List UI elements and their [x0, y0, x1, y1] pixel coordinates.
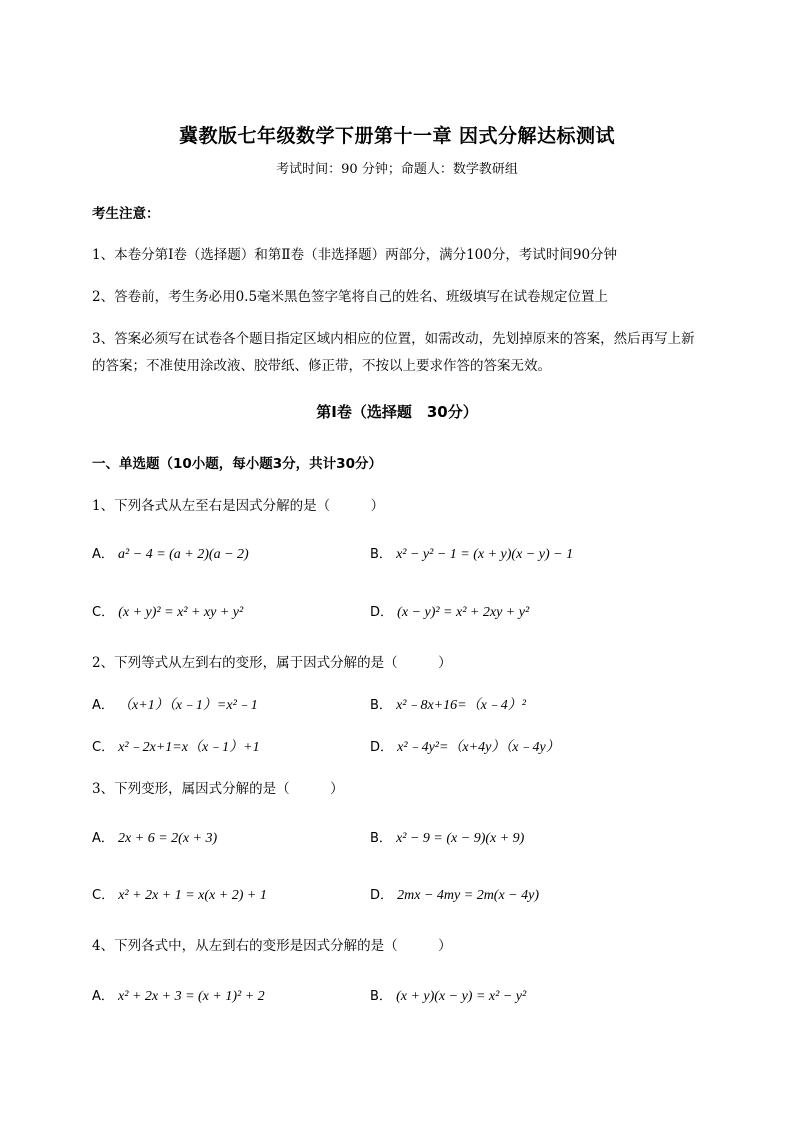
option-label: C．	[92, 888, 115, 903]
option-expression: x²﹣4y²=（x+4y）（x﹣4y）	[397, 740, 560, 755]
option-expression: 2mx − 4my = 2m(x − 4y)	[397, 888, 540, 903]
option-expression: x² − y² − 1 = (x + y)(x − y) − 1	[396, 547, 574, 562]
question-3-option-d[interactable]	[370, 884, 539, 904]
question-3-option-c[interactable]	[92, 884, 267, 904]
notice-item-3-cont: 的答案；不准使用涂改液、胶带纸、修正带，不按以上要求作答的答案无效。	[92, 358, 551, 374]
option-expression: （x+1）（x﹣1）=x²﹣1	[118, 698, 258, 713]
option-label: C．	[92, 740, 115, 755]
notice-item-3: 3、答案必须写在试卷各个题目指定区域内相应的位置，如需改动，先划掉原来的答案，然后再写上新	[92, 331, 695, 347]
question-1-stem: 1、下列各式从左至右是因式分解的是（ ）	[92, 498, 385, 514]
option-expression: 2x + 6 = 2(x + 3)	[118, 831, 218, 846]
option-expression: (x − y)² = x² + 2xy + y²	[397, 605, 530, 620]
part-heading: 一、单选题（10小题，每小题3分，共计30分）	[92, 456, 382, 472]
question-4-option-b[interactable]	[370, 985, 526, 1005]
option-expression: x² − 9 = (x − 9)(x + 9)	[396, 831, 525, 846]
option-label: C．	[92, 605, 115, 620]
option-expression: (x + y)² = x² + xy + y²	[118, 605, 244, 620]
question-4-stem: 4、下列各式中，从左到右的变形是因式分解的是（ ）	[92, 938, 452, 954]
notice-heading: 考生注意：	[92, 206, 160, 222]
option-label: A．	[92, 547, 114, 562]
option-label: B．	[370, 831, 392, 846]
option-expression: x²﹣8x+16=（x﹣4）²	[396, 698, 526, 713]
option-expression: x² + 2x + 1 = x(x + 2) + 1	[118, 888, 267, 903]
question-2-stem: 2、下列等式从左到右的变形，属于因式分解的是（ ）	[92, 655, 452, 671]
option-label: B．	[370, 989, 392, 1004]
option-label: A．	[92, 831, 114, 846]
exam-info: 考试时间：90 分钟；命题人：数学教研组	[276, 162, 518, 177]
option-label: A．	[92, 698, 114, 713]
notice-item-2: 2、答卷前，考生务必用0.5毫米黑色签字笔将自己的姓名、班级填写在试卷规定位置上	[92, 289, 609, 305]
notice-item-1: 1、本卷分第Ⅰ卷（选择题）和第Ⅱ卷（非选择题）两部分，满分100分，考试时间90分钟	[92, 247, 618, 263]
option-expression: x²﹣2x+1=x（x﹣1）+1	[118, 740, 260, 755]
option-expression: (x + y)(x − y) = x² − y²	[396, 989, 527, 1004]
option-label: D．	[370, 605, 394, 620]
question-1-option-d[interactable]	[370, 601, 529, 621]
question-1-option-a[interactable]	[92, 543, 249, 563]
option-label: B．	[370, 698, 392, 713]
question-4-option-a[interactable]	[92, 985, 265, 1005]
option-label: A．	[92, 989, 114, 1004]
option-expression: x² + 2x + 3 = (x + 1)² + 2	[118, 989, 265, 1004]
question-3-option-a[interactable]	[92, 827, 217, 847]
question-1-option-b[interactable]	[370, 543, 573, 563]
section-title: 第Ⅰ卷（选择题 30分）	[316, 403, 478, 421]
option-label: B．	[370, 547, 392, 562]
question-3-stem: 3、下列变形，属因式分解的是（ ）	[92, 781, 344, 797]
question-2-option-b[interactable]	[370, 694, 526, 714]
option-label: D．	[370, 740, 394, 755]
question-2-option-c[interactable]	[92, 736, 260, 756]
question-2-option-a[interactable]	[92, 694, 258, 714]
question-3-option-b[interactable]	[370, 827, 524, 847]
question-1-option-c[interactable]	[92, 601, 243, 621]
option-label: D．	[370, 888, 394, 903]
option-expression: a² − 4 = (a + 2)(a − 2)	[118, 547, 249, 562]
page-title: 冀教版七年级数学下册第十一章 因式分解达标测试	[178, 125, 616, 147]
question-2-option-d[interactable]	[370, 736, 560, 756]
